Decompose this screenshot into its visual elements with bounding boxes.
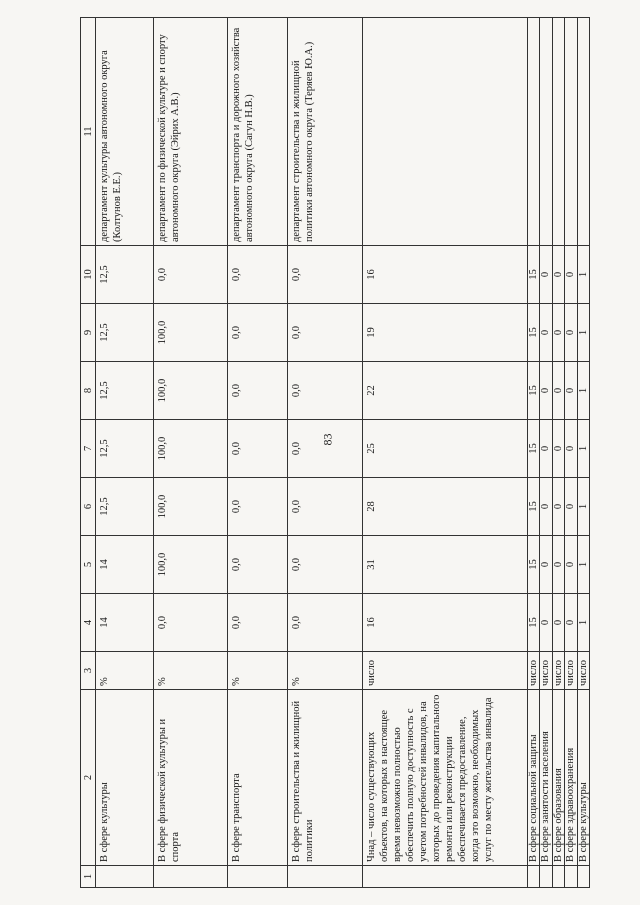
table-cell: 0 [565,420,577,478]
table-cell: 0,0 [228,536,288,594]
table-cell: 0 [565,304,577,362]
table-cell: 1 [577,362,589,420]
table-cell: 0,0 [288,536,362,594]
table-cell: 22 [362,362,527,420]
table-cell: 12,5 [96,478,154,536]
header-cell: 3 [81,652,96,690]
table-cell: 0 [540,594,552,652]
table-cell: число [527,652,539,690]
table-cell: 0,0 [288,594,362,652]
table-cell: В сфере строительства и жилищной политики [288,690,362,866]
table-cell: 0 [552,536,564,594]
table-cell: 16 [362,594,527,652]
table-cell: 0 [540,420,552,478]
table-cell: 100,0 [153,304,227,362]
table-row [540,18,552,888]
table-cell: 0,0 [228,362,288,420]
table-cell: 16 [362,246,527,304]
table-cell: 100,0 [153,420,227,478]
table-cell: 31 [362,536,527,594]
table-cell [362,866,527,888]
table-row [527,18,539,888]
table-cell: % [288,652,362,690]
table-cell [565,866,577,888]
table-cell: число [362,652,527,690]
table-cell: 0,0 [228,478,288,536]
table-cell: 19 [362,304,527,362]
table-cell [552,866,564,888]
table-cell [540,866,552,888]
indicator-table [80,17,590,888]
table-row [288,18,362,888]
table-cell: 1 [577,246,589,304]
table-cell [228,866,288,888]
table-cell: 28 [362,478,527,536]
table-cell: департамент культуры автономного округа (Колтунов Е.Е.) [96,18,154,246]
table-row [153,18,227,888]
table-cell: 15 [527,478,539,536]
table-cell: 0 [540,478,552,536]
page-number: 83 [320,433,335,446]
table-cell: 0 [552,478,564,536]
table-cell: 12,5 [96,246,154,304]
table-cell [577,18,589,246]
table-cell: 0,0 [153,246,227,304]
table-cell: 1 [577,536,589,594]
table-cell: % [228,652,288,690]
table-cell [552,18,564,246]
table-cell: 14 [96,536,154,594]
table-cell: 0 [552,304,564,362]
rotated-table-page [80,18,590,888]
table-cell: число [577,652,589,690]
table-cell: В сфере социальной защиты [527,690,539,866]
table-cell: 15 [527,536,539,594]
table-cell: 100,0 [153,536,227,594]
table-cell: 15 [527,246,539,304]
header-cell: 10 [81,246,96,304]
table-cell: 14 [96,594,154,652]
table-cell: 12,5 [96,362,154,420]
table-cell: 0 [565,594,577,652]
table-cell: 12,5 [96,420,154,478]
table-cell: 1 [577,304,589,362]
header-cell: 8 [81,362,96,420]
table-cell: 0,0 [288,420,362,478]
table-cell: 0 [552,362,564,420]
table-cell: 0,0 [288,246,362,304]
table-cell: департамент строительства и жилищной политики автономного округа (Теряев Ю.А.) [288,18,362,246]
table-row [577,18,589,888]
header-row [81,18,96,888]
table-cell: число [540,652,552,690]
table-cell: 0 [565,536,577,594]
table-cell [288,866,362,888]
table-cell: 0 [565,246,577,304]
header-cell: 9 [81,304,96,362]
table-cell: 0,0 [228,594,288,652]
table-cell: 0 [540,304,552,362]
table-cell [540,18,552,246]
table-cell: департамент по физической культуре и спорту автономного округа (Эйрих А.В.) [153,18,227,246]
table-cell: 15 [527,594,539,652]
table-cell: 15 [527,304,539,362]
table-cell: 0 [540,246,552,304]
table-row [552,18,564,888]
table-cell: 0,0 [153,594,227,652]
table-cell: 1 [577,478,589,536]
table-cell: В сфере транспорта [228,690,288,866]
table-cell [362,18,527,246]
table-cell: 25 [362,420,527,478]
table-cell: 12,5 [96,304,154,362]
table-cell: 0,0 [228,420,288,478]
table-cell [527,866,539,888]
table-cell: Чнад – число существующих объектов, на которых в настоящее время невозможно полностью обеспечить полную доступность с учетом потребностей инвалидов, на которых до проведения капитального ремонта или реконструкции обеспечивается предоставление, когда это возможно, необходимых услуг по месту жительства инвалида [362,690,527,866]
table-cell [153,866,227,888]
table-cell: 0 [565,478,577,536]
table-cell: 0 [552,420,564,478]
table-cell: 0,0 [288,362,362,420]
table-cell: 0,0 [288,478,362,536]
table-row [362,18,527,888]
table-cell: 0 [540,536,552,594]
table-cell: 0,0 [288,304,362,362]
table-cell: % [96,652,154,690]
header-cell: 6 [81,478,96,536]
table-cell: % [153,652,227,690]
table-cell: 0 [565,362,577,420]
table-cell: число [565,652,577,690]
table-cell [577,866,589,888]
table-cell: В сфере культуры [96,690,154,866]
table-cell: 1 [577,594,589,652]
table-cell: 1 [577,420,589,478]
table-cell [96,866,154,888]
table-cell: департамент транспорта и дорожного хозяйства автономного округа (Сагун Н.В.) [228,18,288,246]
table-cell: 0 [552,594,564,652]
table-cell: 100,0 [153,478,227,536]
header-cell: 1 [81,866,96,888]
table-cell: В сфере занятости населения [540,690,552,866]
header-cell: 4 [81,594,96,652]
table-cell: В сфере культуры [577,690,589,866]
table-cell: В сфере здравоохранения [565,690,577,866]
table-cell: В сфере образования [552,690,564,866]
header-cell: 2 [81,690,96,866]
header-cell: 11 [81,18,96,246]
table-cell: 15 [527,420,539,478]
table-cell: 0,0 [228,304,288,362]
table-cell [527,18,539,246]
table-cell: 0 [540,362,552,420]
table-row [565,18,577,888]
header-cell: 5 [81,536,96,594]
table-cell: 0,0 [228,246,288,304]
table-row [96,18,154,888]
table-cell [565,18,577,246]
table-cell: 0 [552,246,564,304]
table-cell: 100,0 [153,362,227,420]
table-row [228,18,288,888]
table-cell: 15 [527,362,539,420]
table-cell: В сфере физической культуры и спорта [153,690,227,866]
header-cell: 7 [81,420,96,478]
table-cell: число [552,652,564,690]
